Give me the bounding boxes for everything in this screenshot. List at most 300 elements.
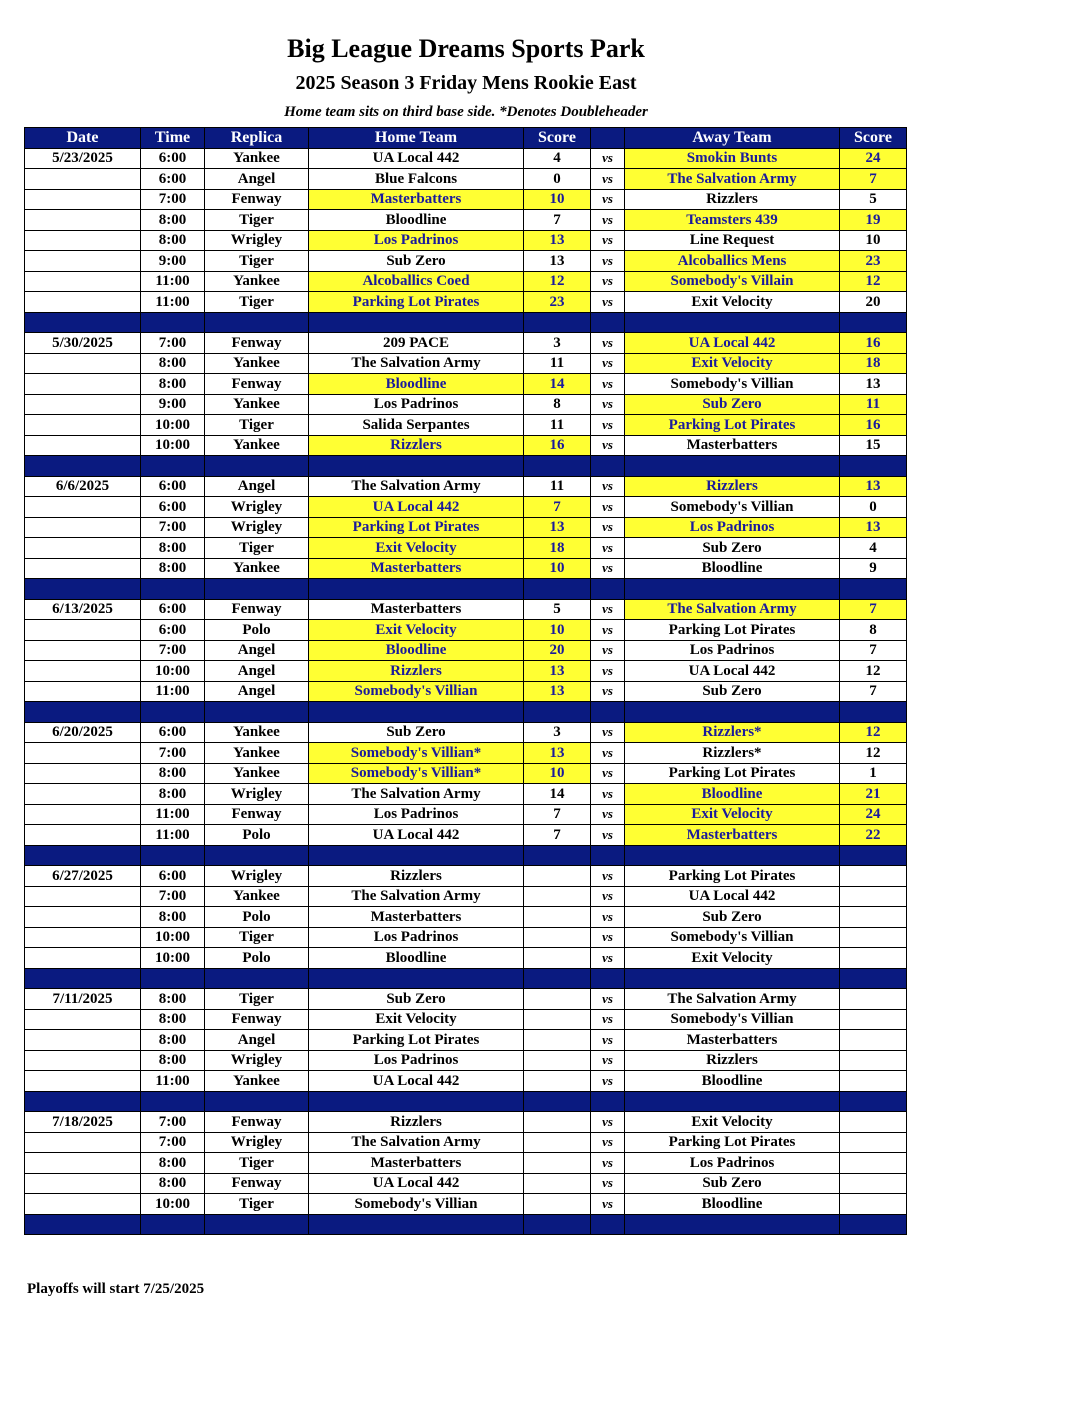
game-time: 7:00: [141, 1112, 205, 1133]
separator-cell: [141, 312, 205, 333]
home-team: Rizzlers: [309, 866, 524, 887]
home-score: [524, 1153, 591, 1174]
away-score: [840, 1030, 907, 1051]
home-score: [524, 1132, 591, 1153]
home-score: 20: [524, 640, 591, 661]
game-date: [25, 271, 141, 292]
vs-label: vs: [591, 1030, 625, 1051]
away-team: The Salvation Army: [625, 989, 840, 1010]
separator-cell: [840, 845, 907, 866]
game-row: [25, 640, 907, 661]
separator-cell: [625, 579, 840, 600]
away-score: 20: [840, 292, 907, 313]
vs-label: vs: [591, 1132, 625, 1153]
away-team: Exit Velocity: [625, 804, 840, 825]
game-time: 8:00: [141, 989, 205, 1010]
table-header-row: [25, 128, 907, 149]
game-row: [25, 538, 907, 559]
page-subtitle: 2025 Season 3 Friday Mens Rookie East: [295, 72, 637, 94]
home-score: 13: [524, 661, 591, 682]
schedule-body: [25, 148, 907, 1235]
separator-cell: [205, 1091, 309, 1112]
game-time: 11:00: [141, 804, 205, 825]
away-team: Teamsters 439: [625, 210, 840, 231]
away-team: Exit Velocity: [625, 1112, 840, 1133]
game-time: 10:00: [141, 927, 205, 948]
game-date: 6/13/2025: [25, 599, 141, 620]
vs-label: vs: [591, 1009, 625, 1030]
away-score: 10: [840, 230, 907, 251]
page-note: Home team sits on third base side. *Denotes Doubleheader: [284, 104, 648, 120]
vs-label: vs: [591, 1112, 625, 1133]
away-score: 9: [840, 558, 907, 579]
home-team: Bloodline: [309, 374, 524, 395]
game-time: 10:00: [141, 661, 205, 682]
game-time: 11:00: [141, 292, 205, 313]
game-replica: Tiger: [205, 927, 309, 948]
vs-label: vs: [591, 1050, 625, 1071]
separator-cell: [141, 1214, 205, 1235]
game-date: [25, 292, 141, 313]
home-score: 4: [524, 148, 591, 169]
home-team: Salida Serpantes: [309, 415, 524, 436]
separator-cell: [205, 968, 309, 989]
home-team: UA Local 442: [309, 825, 524, 846]
home-team: Somebody's Villian*: [309, 763, 524, 784]
away-score: [840, 1153, 907, 1174]
game-time: 9:00: [141, 394, 205, 415]
game-replica: Polo: [205, 825, 309, 846]
game-time: 8:00: [141, 210, 205, 231]
vs-label: vs: [591, 620, 625, 641]
col-header-away-team: Away Team: [625, 128, 840, 149]
vs-label: vs: [591, 743, 625, 764]
game-replica: Fenway: [205, 599, 309, 620]
home-team: Somebody's Villian: [309, 681, 524, 702]
game-time: 7:00: [141, 1132, 205, 1153]
home-score: 13: [524, 251, 591, 272]
col-header-home-score: Score: [524, 128, 591, 149]
game-row: [25, 948, 907, 969]
game-time: 6:00: [141, 599, 205, 620]
home-team: Blue Falcons: [309, 169, 524, 190]
game-date: [25, 825, 141, 846]
home-team: UA Local 442: [309, 1071, 524, 1092]
home-team: UA Local 442: [309, 1173, 524, 1194]
game-replica: Polo: [205, 948, 309, 969]
game-date: [25, 661, 141, 682]
home-team: Bloodline: [309, 948, 524, 969]
separator-cell: [141, 456, 205, 477]
away-team: Masterbatters: [625, 435, 840, 456]
away-team: UA Local 442: [625, 333, 840, 354]
home-score: [524, 1050, 591, 1071]
home-team: Los Padrinos: [309, 230, 524, 251]
vs-label: vs: [591, 517, 625, 538]
away-score: 15: [840, 435, 907, 456]
home-score: 14: [524, 374, 591, 395]
separator-cell: [625, 702, 840, 723]
home-score: 5: [524, 599, 591, 620]
game-row: [25, 435, 907, 456]
game-row: [25, 620, 907, 641]
separator-cell: [591, 968, 625, 989]
away-score: 4: [840, 538, 907, 559]
away-team: The Salvation Army: [625, 599, 840, 620]
vs-label: vs: [591, 989, 625, 1010]
game-time: 6:00: [141, 722, 205, 743]
col-header-date: Date: [25, 128, 141, 149]
vs-label: vs: [591, 825, 625, 846]
away-score: [840, 1071, 907, 1092]
away-team: Los Padrinos: [625, 517, 840, 538]
separator-cell: [625, 456, 840, 477]
home-team: Sub Zero: [309, 251, 524, 272]
vs-label: vs: [591, 640, 625, 661]
vs-label: vs: [591, 169, 625, 190]
game-date: [25, 886, 141, 907]
game-row: [25, 230, 907, 251]
vs-label: vs: [591, 435, 625, 456]
vs-label: vs: [591, 866, 625, 887]
game-row: [25, 763, 907, 784]
away-team: Exit Velocity: [625, 292, 840, 313]
vs-label: vs: [591, 210, 625, 231]
game-time: 7:00: [141, 886, 205, 907]
game-time: 8:00: [141, 1050, 205, 1071]
game-time: 8:00: [141, 1030, 205, 1051]
home-team: Los Padrinos: [309, 394, 524, 415]
game-row: [25, 1132, 907, 1153]
away-team: Parking Lot Pirates: [625, 1132, 840, 1153]
game-time: 6:00: [141, 148, 205, 169]
separator-cell: [524, 702, 591, 723]
game-date: [25, 763, 141, 784]
home-score: 13: [524, 230, 591, 251]
separator-cell: [309, 312, 524, 333]
home-score: [524, 1112, 591, 1133]
game-row: [25, 1050, 907, 1071]
game-time: 8:00: [141, 1009, 205, 1030]
game-replica: Yankee: [205, 353, 309, 374]
game-time: 6:00: [141, 476, 205, 497]
home-score: [524, 1194, 591, 1215]
game-replica: Yankee: [205, 1071, 309, 1092]
away-score: 7: [840, 681, 907, 702]
game-row: [25, 722, 907, 743]
game-row: [25, 886, 907, 907]
game-row: [25, 1112, 907, 1133]
separator-cell: [309, 845, 524, 866]
separator-cell: [25, 579, 141, 600]
home-score: 14: [524, 784, 591, 805]
separator-cell: [25, 702, 141, 723]
game-row: [25, 825, 907, 846]
game-row: [25, 271, 907, 292]
game-time: 10:00: [141, 415, 205, 436]
away-team: Line Request: [625, 230, 840, 251]
vs-label: vs: [591, 763, 625, 784]
separator-cell: [840, 579, 907, 600]
away-team: Rizzlers: [625, 1050, 840, 1071]
vs-label: vs: [591, 1153, 625, 1174]
home-score: 13: [524, 681, 591, 702]
game-replica: Tiger: [205, 1153, 309, 1174]
game-date: [25, 948, 141, 969]
away-score: [840, 907, 907, 928]
away-team: Rizzlers*: [625, 722, 840, 743]
week-separator-row: [25, 845, 907, 866]
game-row: [25, 1194, 907, 1215]
game-time: 7:00: [141, 640, 205, 661]
vs-label: vs: [591, 886, 625, 907]
vs-label: vs: [591, 804, 625, 825]
separator-cell: [524, 579, 591, 600]
separator-cell: [625, 1214, 840, 1235]
game-date: [25, 210, 141, 231]
separator-cell: [309, 1214, 524, 1235]
game-row: [25, 517, 907, 538]
away-team: Parking Lot Pirates: [625, 620, 840, 641]
away-team: Parking Lot Pirates: [625, 415, 840, 436]
separator-cell: [840, 968, 907, 989]
vs-label: vs: [591, 1071, 625, 1092]
home-team: Parking Lot Pirates: [309, 292, 524, 313]
game-replica: Angel: [205, 1030, 309, 1051]
game-replica: Tiger: [205, 210, 309, 231]
away-team: Somebody's Villian: [625, 374, 840, 395]
home-score: 13: [524, 743, 591, 764]
game-replica: Fenway: [205, 1009, 309, 1030]
game-date: 7/11/2025: [25, 989, 141, 1010]
home-team: Masterbatters: [309, 1153, 524, 1174]
away-team: UA Local 442: [625, 886, 840, 907]
game-time: 11:00: [141, 1071, 205, 1092]
away-score: 12: [840, 271, 907, 292]
home-team: Alcoballics Coed: [309, 271, 524, 292]
game-replica: Yankee: [205, 743, 309, 764]
away-score: 7: [840, 169, 907, 190]
home-team: Los Padrinos: [309, 927, 524, 948]
home-score: 3: [524, 722, 591, 743]
game-replica: Tiger: [205, 1194, 309, 1215]
away-team: Parking Lot Pirates: [625, 866, 840, 887]
away-score: [840, 1132, 907, 1153]
home-team: The Salvation Army: [309, 784, 524, 805]
game-date: [25, 230, 141, 251]
game-row: [25, 394, 907, 415]
separator-cell: [25, 1091, 141, 1112]
away-team: Masterbatters: [625, 1030, 840, 1051]
separator-cell: [591, 456, 625, 477]
game-date: [25, 1009, 141, 1030]
col-header-time: Time: [141, 128, 205, 149]
vs-label: vs: [591, 661, 625, 682]
game-time: 7:00: [141, 517, 205, 538]
game-date: [25, 435, 141, 456]
game-date: 5/30/2025: [25, 333, 141, 354]
game-replica: Angel: [205, 661, 309, 682]
vs-label: vs: [591, 538, 625, 559]
game-time: 8:00: [141, 1173, 205, 1194]
game-date: [25, 784, 141, 805]
separator-cell: [840, 312, 907, 333]
home-team: Masterbatters: [309, 558, 524, 579]
vs-label: vs: [591, 784, 625, 805]
away-score: [840, 1194, 907, 1215]
game-date: 6/27/2025: [25, 866, 141, 887]
col-header-away-score: Score: [840, 128, 907, 149]
home-score: [524, 866, 591, 887]
away-score: 18: [840, 353, 907, 374]
game-date: [25, 251, 141, 272]
game-date: [25, 497, 141, 518]
away-score: 16: [840, 415, 907, 436]
away-team: Exit Velocity: [625, 353, 840, 374]
away-team: Alcoballics Mens: [625, 251, 840, 272]
game-date: [25, 804, 141, 825]
home-team: UA Local 442: [309, 148, 524, 169]
col-header-replica: Replica: [205, 128, 309, 149]
home-team: Masterbatters: [309, 189, 524, 210]
away-team: Sub Zero: [625, 681, 840, 702]
home-team: Somebody's Villian*: [309, 743, 524, 764]
home-score: 8: [524, 394, 591, 415]
separator-cell: [309, 456, 524, 477]
game-row: [25, 907, 907, 928]
home-team: Los Padrinos: [309, 1050, 524, 1071]
game-time: 10:00: [141, 948, 205, 969]
away-score: 11: [840, 394, 907, 415]
game-replica: Fenway: [205, 189, 309, 210]
away-team: Sub Zero: [625, 538, 840, 559]
separator-cell: [205, 312, 309, 333]
game-row: [25, 497, 907, 518]
vs-label: vs: [591, 333, 625, 354]
game-row: [25, 558, 907, 579]
game-row: [25, 210, 907, 231]
game-replica: Wrigley: [205, 784, 309, 805]
week-separator-row: [25, 1091, 907, 1112]
game-replica: Tiger: [205, 989, 309, 1010]
vs-label: vs: [591, 374, 625, 395]
separator-cell: [205, 456, 309, 477]
home-score: [524, 1071, 591, 1092]
away-score: 12: [840, 722, 907, 743]
game-row: [25, 1153, 907, 1174]
game-replica: Tiger: [205, 292, 309, 313]
away-score: 13: [840, 374, 907, 395]
away-team: Exit Velocity: [625, 948, 840, 969]
home-team: Parking Lot Pirates: [309, 517, 524, 538]
game-time: 8:00: [141, 230, 205, 251]
game-replica: Wrigley: [205, 497, 309, 518]
separator-cell: [205, 579, 309, 600]
separator-cell: [309, 702, 524, 723]
game-row: [25, 599, 907, 620]
game-row: [25, 1071, 907, 1092]
home-team: Parking Lot Pirates: [309, 1030, 524, 1051]
game-replica: Tiger: [205, 415, 309, 436]
game-replica: Angel: [205, 681, 309, 702]
separator-cell: [524, 968, 591, 989]
vs-label: vs: [591, 907, 625, 928]
home-team: Rizzlers: [309, 661, 524, 682]
away-score: 12: [840, 661, 907, 682]
separator-cell: [524, 312, 591, 333]
game-replica: Angel: [205, 169, 309, 190]
game-date: [25, 1071, 141, 1092]
home-team: The Salvation Army: [309, 476, 524, 497]
separator-cell: [25, 456, 141, 477]
game-date: [25, 517, 141, 538]
separator-cell: [205, 845, 309, 866]
game-replica: Yankee: [205, 271, 309, 292]
separator-cell: [141, 579, 205, 600]
separator-cell: [591, 312, 625, 333]
separator-cell: [141, 845, 205, 866]
game-row: [25, 353, 907, 374]
away-score: [840, 927, 907, 948]
away-score: [840, 1112, 907, 1133]
week-separator-row: [25, 702, 907, 723]
vs-label: vs: [591, 394, 625, 415]
vs-label: vs: [591, 230, 625, 251]
game-replica: Angel: [205, 476, 309, 497]
game-time: 11:00: [141, 825, 205, 846]
game-replica: Wrigley: [205, 517, 309, 538]
game-row: [25, 784, 907, 805]
game-time: 8:00: [141, 763, 205, 784]
game-time: 8:00: [141, 374, 205, 395]
game-date: [25, 907, 141, 928]
home-team: The Salvation Army: [309, 886, 524, 907]
game-row: [25, 189, 907, 210]
separator-cell: [205, 1214, 309, 1235]
away-score: [840, 989, 907, 1010]
col-header-home-team: Home Team: [309, 128, 524, 149]
game-row: [25, 1173, 907, 1194]
home-team: Sub Zero: [309, 722, 524, 743]
home-team: 209 PACE: [309, 333, 524, 354]
away-score: 13: [840, 476, 907, 497]
away-score: 23: [840, 251, 907, 272]
game-replica: Polo: [205, 620, 309, 641]
away-team: Somebody's Villian: [625, 1009, 840, 1030]
game-time: 8:00: [141, 353, 205, 374]
game-row: [25, 1030, 907, 1051]
game-replica: Fenway: [205, 804, 309, 825]
away-team: Bloodline: [625, 558, 840, 579]
vs-label: vs: [591, 722, 625, 743]
away-score: 5: [840, 189, 907, 210]
separator-cell: [524, 456, 591, 477]
game-replica: Polo: [205, 907, 309, 928]
home-score: 7: [524, 497, 591, 518]
game-row: [25, 681, 907, 702]
away-score: 7: [840, 640, 907, 661]
game-replica: Yankee: [205, 558, 309, 579]
game-date: [25, 189, 141, 210]
vs-label: vs: [591, 1173, 625, 1194]
game-date: [25, 558, 141, 579]
game-time: 11:00: [141, 681, 205, 702]
separator-cell: [25, 312, 141, 333]
game-time: 7:00: [141, 743, 205, 764]
game-replica: Wrigley: [205, 230, 309, 251]
game-date: [25, 353, 141, 374]
game-date: [25, 927, 141, 948]
